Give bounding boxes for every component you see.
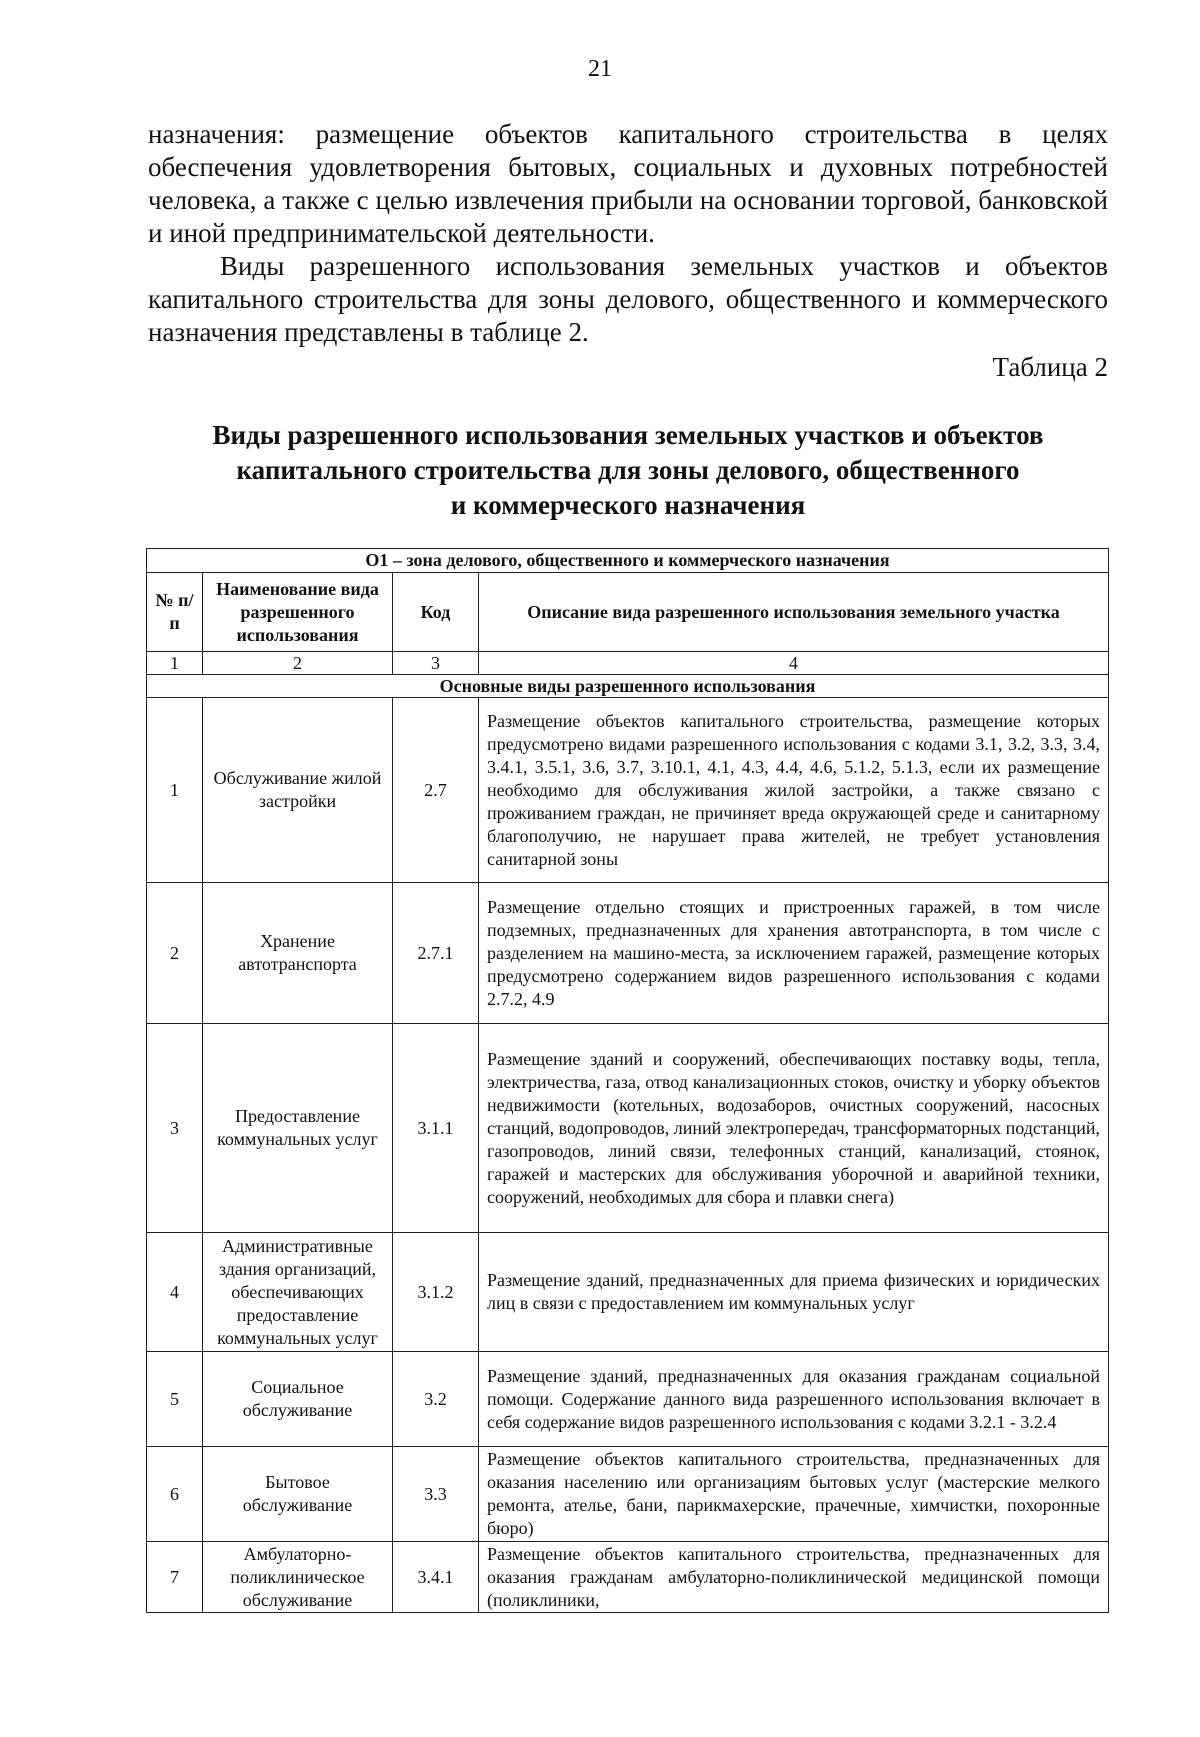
land-use-table [146, 548, 1109, 1613]
header-number: № п/п [147, 573, 203, 652]
table-label: Таблица 2 [992, 352, 1108, 382]
section-header: Основные виды разрешенного использования [147, 675, 1109, 698]
table-title-line-2: капитального строительства для зоны делового, общественного [236, 455, 1020, 485]
table-title-line-1: Виды разрешенного использования земельных участков и объектов [212, 420, 1044, 450]
row-code: 3.2 [393, 1352, 479, 1447]
paragraph-reference: Виды разрешенного использования земельных участков и объектов капитального строительства для зоны делового, общественного и коммерческого назначения представлены в таблице 2. [148, 251, 1108, 347]
table-row [147, 698, 1109, 883]
paragraph-intro: назначения: размещение объектов капитального строительства в целях обеспечения удовлетворения бытовых, социальных и духовных потребностей человека, а также с целью извлечения прибыли на основании торговой, банковской и иной предпринимательской деятельности. [148, 119, 1108, 248]
row-code: 3.4.1 [393, 1542, 479, 1613]
row-code: 3.1.2 [393, 1233, 479, 1352]
column-number-4: 4 [479, 652, 1109, 675]
header-code: Код [393, 573, 479, 652]
column-number-1: 1 [147, 652, 203, 675]
header-name: Наименование вида разрешенного использования [203, 573, 393, 652]
table-row [147, 1233, 1109, 1352]
row-code: 2.7.1 [393, 883, 479, 1024]
table-title-line-3: и коммерческого назначения [450, 490, 806, 520]
row-description: Размещение зданий, предназначенных для приема физических и юридических лиц в связи с предоставлением им коммунальных услуг [479, 1233, 1109, 1352]
row-description: Размещение объектов капитального строительства, размещение которых предусмотрено видами разрешенного использования с кодами 3.1, 3.2, 3.3, 3.4, 3.4.1, 3.5.1, 3.6, 3.7, 3.10.1, 4.1, 4.3, 4.4, 4.6, 5.1.2, 5.1.3, если их размещение необходимо для обслуживания жилой застройки, а также связано с проживанием граждан, не причиняет вреда окружающей среде и санитарному благополучию, не нарушает права жителей, не требует установления санитарной зоны [479, 698, 1109, 883]
table-row [147, 1542, 1109, 1613]
row-name: Обслуживание жилой застройки [203, 698, 393, 883]
row-number: 3 [147, 1024, 203, 1233]
page-number: 21 [588, 56, 612, 82]
row-number: 2 [147, 883, 203, 1024]
row-number: 1 [147, 698, 203, 883]
row-number: 5 [147, 1352, 203, 1447]
table-row [147, 1024, 1109, 1233]
zone-header: О1 – зона делового, общественного и коммерческого назначения [147, 549, 1109, 573]
row-name: Предоставление коммунальных услуг [203, 1024, 393, 1233]
table-row [147, 1447, 1109, 1542]
column-number-2: 2 [203, 652, 393, 675]
row-code: 3.1.1 [393, 1024, 479, 1233]
row-name: Административные здания организаций, обеспечивающих предоставление коммунальных услуг [203, 1233, 393, 1352]
row-number: 6 [147, 1447, 203, 1542]
row-code: 3.3 [393, 1447, 479, 1542]
row-name: Хранение автотранспорта [203, 883, 393, 1024]
row-description: Размещение зданий, предназначенных для оказания гражданам социальной помощи. Содержание данного вида разрешенного использования включает в себя содержание видов разрешенного использования с кодами 3.2.1 - 3.2.4 [479, 1352, 1109, 1447]
table-title [148, 418, 1108, 523]
row-number: 7 [147, 1542, 203, 1613]
row-description: Размещение объектов капитального строительства, предназначенных для оказания гражданам амбулаторно-поликлинической медицинской помощи (поликлиники, [479, 1542, 1109, 1613]
table-row [147, 883, 1109, 1024]
row-description: Размещение объектов капитального строительства, предназначенных для оказания населению или организациям бытовых услуг (мастерские мелкого ремонта, ателье, бани, парикмахерские, прачечные, химчистки, похоронные бюро) [479, 1447, 1109, 1542]
row-code: 2.7 [393, 698, 479, 883]
table-row [147, 1352, 1109, 1447]
row-name: Амбулаторно-поликлиническое обслуживание [203, 1542, 393, 1613]
row-number: 4 [147, 1233, 203, 1352]
column-number-3: 3 [393, 652, 479, 675]
row-description: Размещение зданий и сооружений, обеспечивающих поставку воды, тепла, электричества, газа, отвод канализационных стоков, очистку и уборку объектов недвижимости (котельных, водозаборов, очистных сооружений, насосных станций, водопроводов, линий электропередач, трансформаторных подстанций, газопроводов, линий связи, телефонных станций, канализаций, стоянок, гаражей и мастерских для обслуживания уборочной и аварийной техники, сооружений, необходимых для сбора и плавки снега) [479, 1024, 1109, 1233]
header-description: Описание вида разрешенного использования земельного участка [479, 573, 1109, 652]
row-description: Размещение отдельно стоящих и пристроенных гаражей, в том числе подземных, предназначенных для хранения автотранспорта, в том числе с разделением на машино-места, за исключением гаражей, размещение которых предусмотрено содержанием видов разрешенного использования с кодами 2.7.2, 4.9 [479, 883, 1109, 1024]
row-name: Бытовое обслуживание [203, 1447, 393, 1542]
row-name: Социальное обслуживание [203, 1352, 393, 1447]
